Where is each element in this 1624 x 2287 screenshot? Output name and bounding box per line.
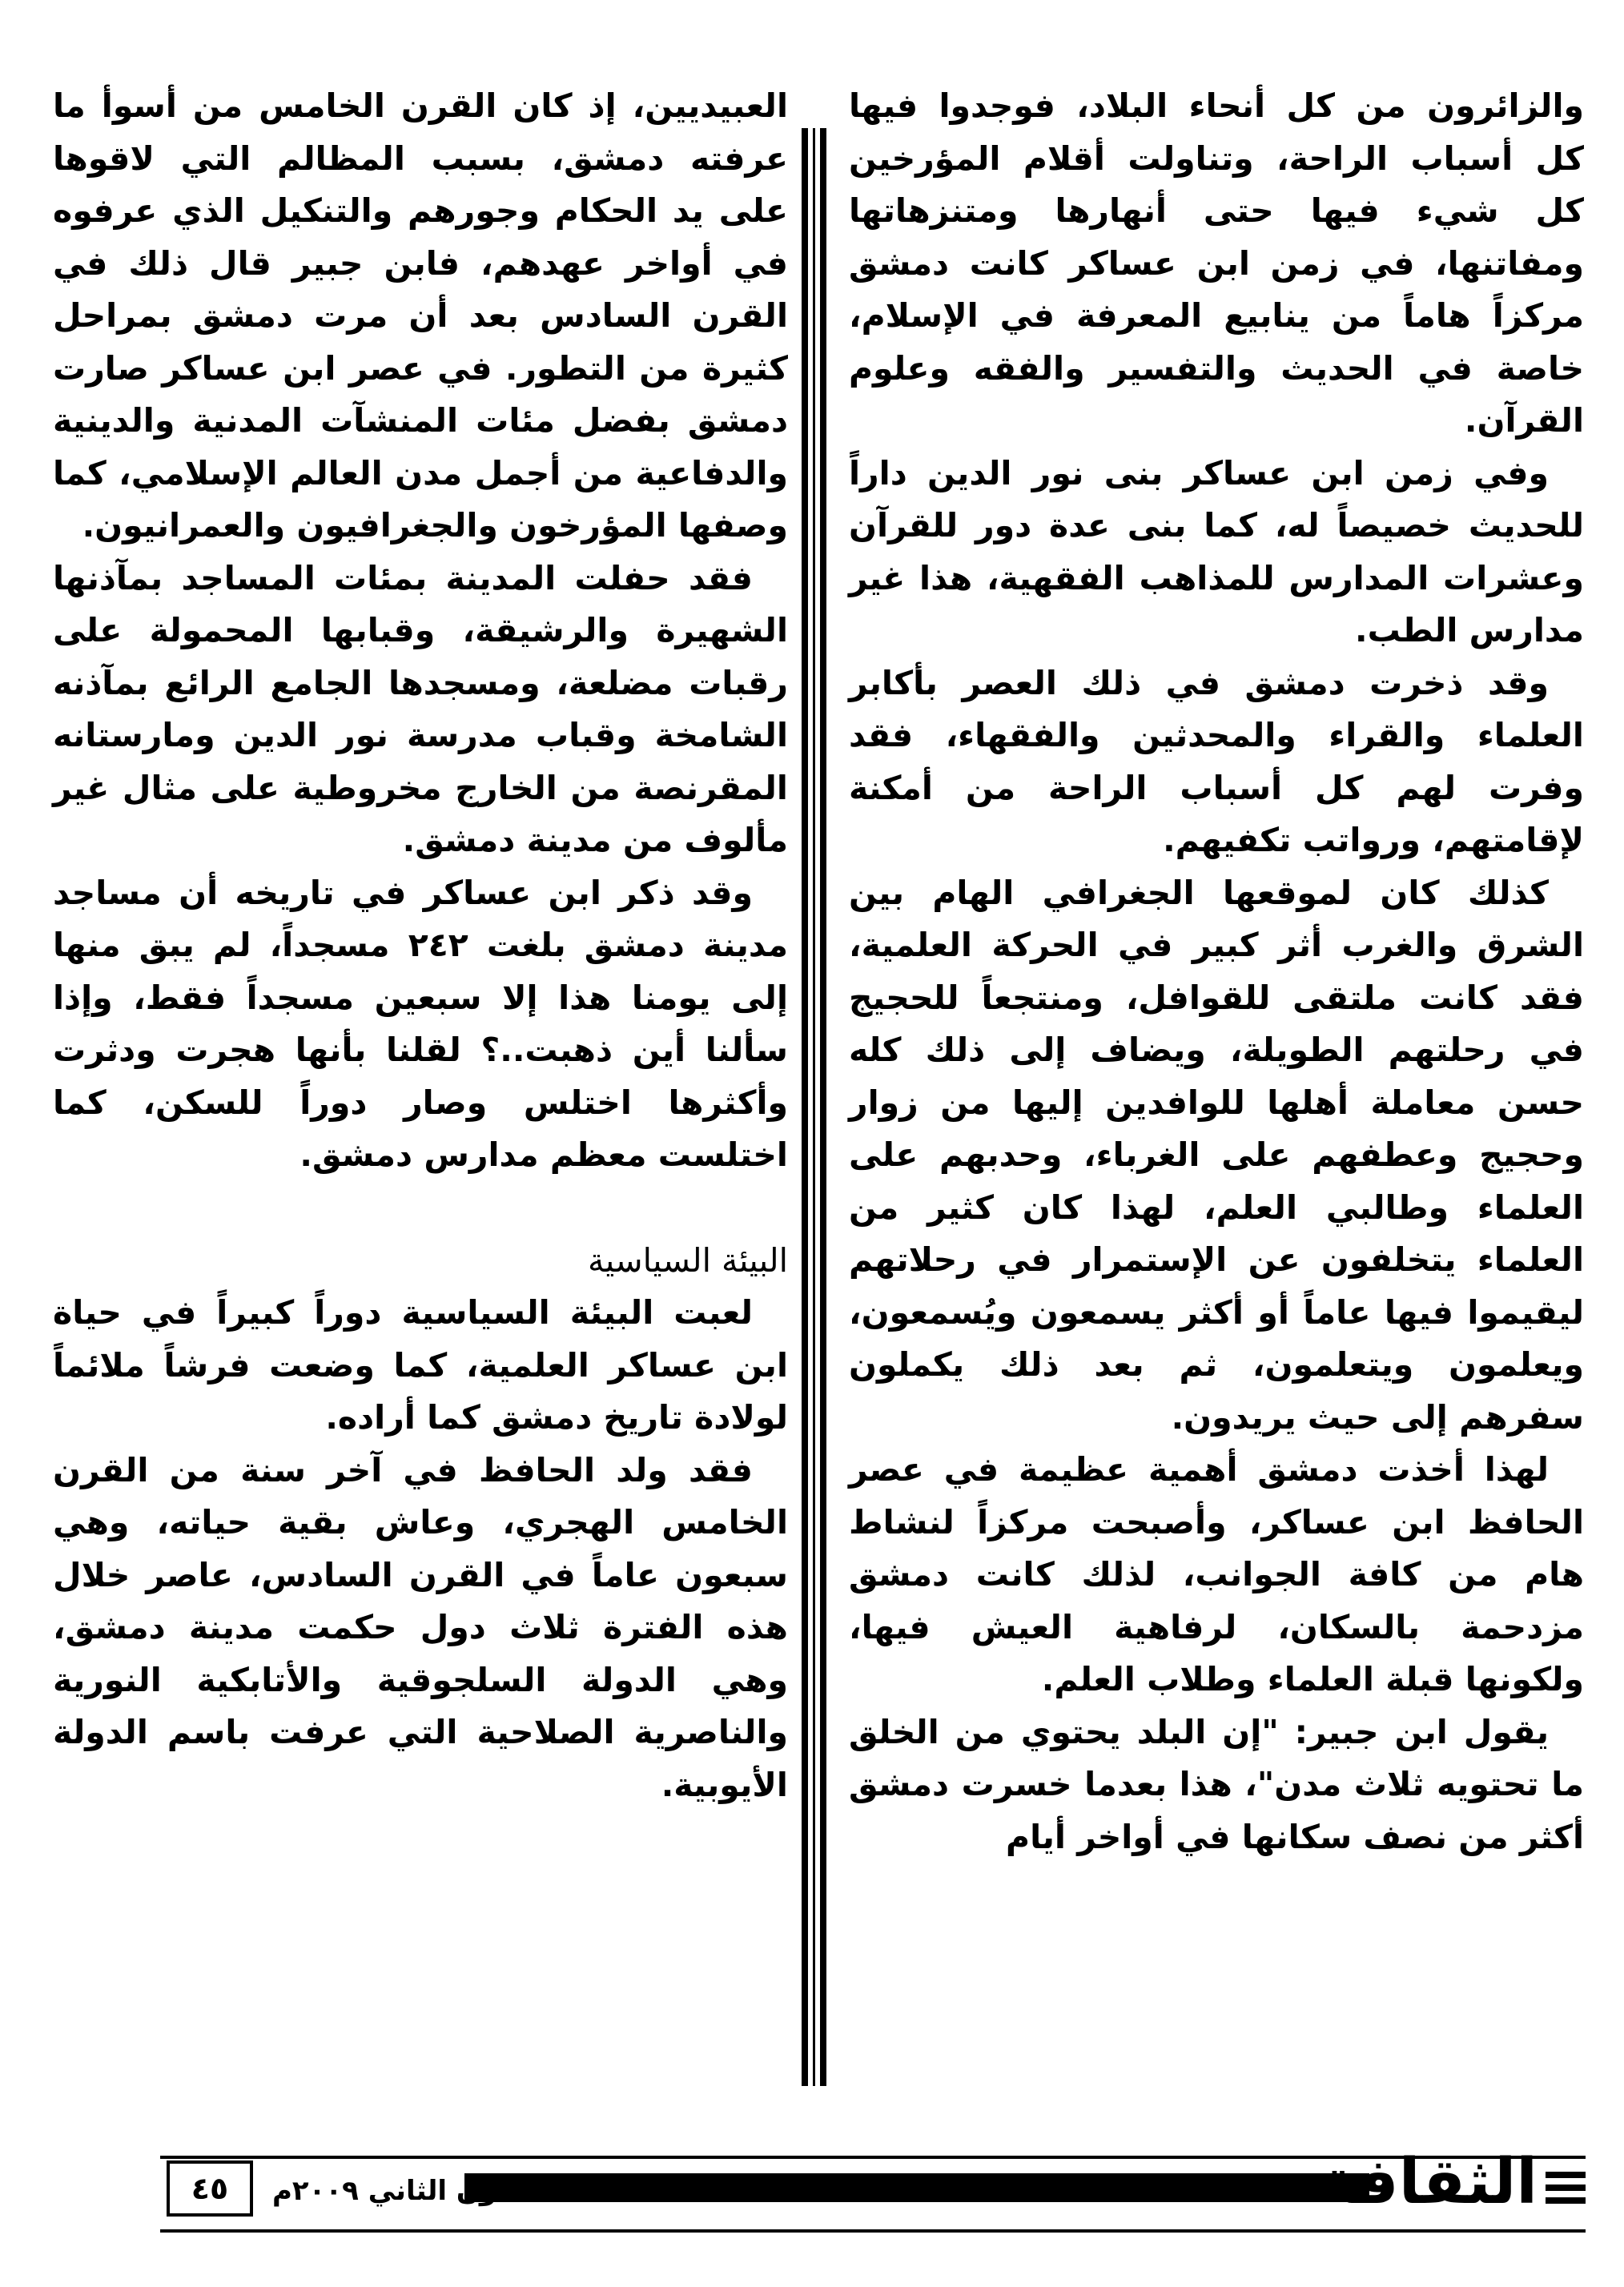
left-paragraph-3: وقد ذكر ابن عساكر في تاريخه أن مساجد مدينة دمشق بلغت ٢٤٢ مسجداً، لم يبق منها إلى يومنا هذا إلا سبعين مسجداً فقط، وإذا سألنا أين ذهبت..؟ لقلنا بأنها هجرت ودثرت وأكثرها اختلس وصار دوراً للسكن، كما اختلست معظم مدارس دمشق. [53, 873, 789, 1174]
right-paragraph-3: وقد ذخرت دمشق في ذلك العصر بأكابر العلماء والقراء والمحدثين والفقهاء، فقد وفرت لهم كل أسباب الراحة من أمكنة لإقامتهم، ورواتب تكفيهم. [849, 663, 1584, 859]
column-divider [797, 128, 835, 2086]
footer-black-bar [464, 2173, 1369, 2202]
issue-date: كانون الثاني ٢٠٠٩م [272, 2175, 533, 2207]
footer-logo-stripe-1 [1546, 2172, 1586, 2178]
right-column [849, 80, 1584, 1863]
page-number: ٤٥ [167, 2160, 253, 2217]
footer-logo-stripe-2 [1546, 2185, 1586, 2191]
right-paragraph-5: لهذا أخذت دمشق أهمية عظيمة في عصر الحافظ ابن عساكر، وأصبحت مركزاً لنشاط هام من كافة الجوانب، لذلك كانت دمشق مزدحمة بالسكان، لرفاهية العيش فيها، ولكونها قبلة العلماء وطلاب العلم. [849, 1450, 1584, 1698]
footer-logo-stripe-3 [1546, 2197, 1586, 2204]
section-heading-political: البيئة السياسية [587, 1240, 788, 1280]
left-paragraph-4: لعبت البيئة السياسية دوراً كبيراً في حياة ابن عساكر العلمية، كما وضعت فرشاً ملائماً لولادة تاريخ دمشق كما أراده. [53, 1293, 788, 1437]
right-paragraph-4: كذلك كان لموقعها الجغرافي الهام بين الشرق والغرب أثر كبير في الحركة العلمية، فقد كانت ملتقى للقوافل، ومنتجعاً للحجيج في رحلتهم الطويلة، ويضاف إلى ذلك كله حسن معاملة أهلها للوافدين إليها من زوار وحجيج وعطفهم على الغرباء، وحدبهم على العلماء وطالبي العلم، لهذا كان كثير من العلماء يتخلفون عن الإستمرار في رحلاتهم ليقيموا فيها عاماً أو أكثر يسمعون ويُسمعون، ويعلمون ويتعلمون، ثم بعد ذلك يكملون سفرهم إلى حيث يريدون. [849, 873, 1584, 1437]
left-paragraph-2: فقد حفلت المدينة بمئات المساجد بمآذنها الشهيرة والرشيقة، وقبابها المحمولة على رقبات مضلعة، ومسجدها الجامع الرائع بمآذنه الشامخة وقباب مدرسة نور الدين ومارستانه المقرنصة من الخارج مخروطية على مثال غير مألوف من مدينة دمشق. [53, 558, 788, 859]
right-paragraph-1: والزائرون من كل أنحاء البلاد، فوجدوا فيها كل أسباب الراحة، وتناولت أقلام المؤرخين كل شيء فيها حتى أنهارها ومتنزهاتها ومفاتنها، في زمن ابن عساكر كانت دمشق مركزاً هاماً من ينابيع المعرفة في الإسلام، خاصة في الحديث والتفسير والفقه وعلوم القرآن. [849, 86, 1584, 440]
left-paragraph-5: فقد ولد الحافظ في آخر سنة من القرن الخامس الهجري، وعاش بقية حياته، وهي سبعون عاماً في القرن السادس، عاصر خلال هذه الفترة ثلاث دول حكمت مدينة دمشق، وهي الدولة السلجوقية والأتابكية النورية والناصرية الصلاحية التي عرفت باسم الدولة الأيوبية. [53, 1450, 788, 1804]
left-paragraph-1: العبيديين، إذ كان القرن الخامس من أسوأ ما عرفته دمشق، بسبب المظالم التي لاقوها على يد الحكام وجورهم والتنكيل الذي عرفوه في أواخر عهدهم، فابن جبير قال ذلك في القرن السادس بعد أن مرت دمشق بمراحل كثيرة من التطور. في عصر ابن عساكر صارت دمشق بفضل مئات المنشآت المدنية والدينية والدفاعية من أجمل مدن العالم الإسلامي، كما وصفها المؤرخون والجغرافيون والعمرانيون. [53, 86, 788, 545]
footer-rule-bottom [160, 2229, 1586, 2233]
left-column [53, 80, 788, 1811]
right-paragraph-6: يقول ابن جبير: "إن البلد يحتوي من الخلق ما تحتويه ثلاث مدن"، هذا بعدما خسرت دمشق أكثر من نصف سكانها في أواخر أيام [849, 1712, 1584, 1856]
magazine-logo: الثقافة [1320, 2146, 1538, 2218]
page-footer [160, 2146, 1586, 2236]
right-paragraph-2: وفي زمن ابن عساكر بنى نور الدين داراً للحديث خصيصاً له، كما بنى عدة دور للقرآن وعشرات المدارس للمذاهب الفقهية، هذا غير مدارس الطب. [849, 453, 1584, 649]
